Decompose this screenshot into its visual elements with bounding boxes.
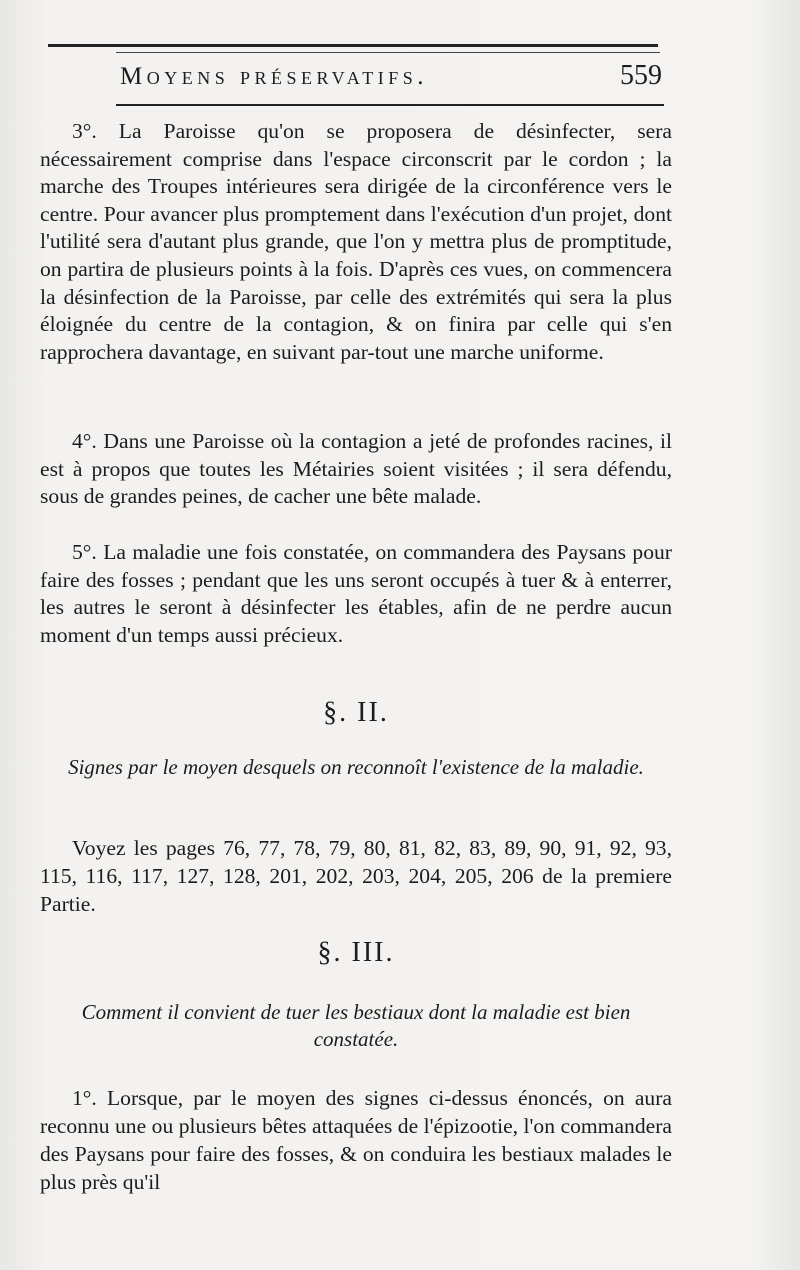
section-2-label: §. II. [323, 697, 389, 728]
section-2-heading: Signes par le moyen desquels on reconnoît l'existence de la maladie. [68, 755, 644, 779]
paragraph-3 [40, 118, 672, 366]
header-rule [116, 104, 664, 106]
section-2-text: Voyez les pages 76, 77, 78, 79, 80, 81, 82, 83, 89, 90, 91, 92, 93, 115, 116, 117, 127, 128, 201, 202, 203, 204, 205, 206 de la premiere Partie. [40, 836, 672, 916]
paragraph-text: 4°. Dans une Paroisse où la contagion a jeté de profondes racines, il est à propos que toutes les Métairies soient visitées ; il sera défendu, sous de grandes peines, de cacher une bête malade. [40, 429, 672, 509]
page-number: 559 [620, 60, 662, 91]
paragraph-text: 1°. Lorsque, par le moyen des signes ci-dessus énoncés, on aura reconnu une ou plusieurs bêtes attaquées de l'épizootie, l'on commandera des Paysans pour faire des fosses, & on conduira les bestiaux malades le plus près qu'il [40, 1086, 672, 1194]
running-title: Moyens préservatifs. [120, 63, 429, 90]
paragraph-text: 3°. La Paroisse qu'on se proposera de désinfecter, sera nécessairement comprise dans l'espace circonscrit par le cordon ; la marche des Troupes intérieures sera dirigée de la circonférence vers le centre. Pour avancer plus promptement dans l'exécution d'un projet, dont l'utilité sera d'autant plus grande, que l'on y mettra plus de promptitude, on partira de plusieurs points à la fois. D'après ces vues, on commencera la désinfection de la Paroisse, par celle des extrémités qui sera la plus éloignée du centre de la contagion, & on finira par celle qui s'en rapprochera davantage, en suivant par-tout une marche uniforme. [40, 119, 672, 364]
paragraph-text: 5°. La maladie une fois constatée, on commandera des Paysans pour faire des fosses ; pendant que les uns seront occupés à tuer & à enterrer, les autres le seront à désinfecter les étables, afin de ne perdre aucun moment d'un temps aussi précieux. [40, 540, 672, 647]
running-header [120, 60, 662, 96]
section-3-heading: Comment il convient de tuer les bestiaux dont la maladie est bien constatée. [81, 1000, 631, 1051]
top-thin-rule [116, 52, 660, 53]
section-3-text [40, 1084, 672, 1196]
section-3-label: §. III. [317, 937, 395, 968]
paragraph-5 [40, 539, 672, 649]
paragraph-4 [40, 428, 672, 511]
top-double-rule [48, 44, 658, 47]
